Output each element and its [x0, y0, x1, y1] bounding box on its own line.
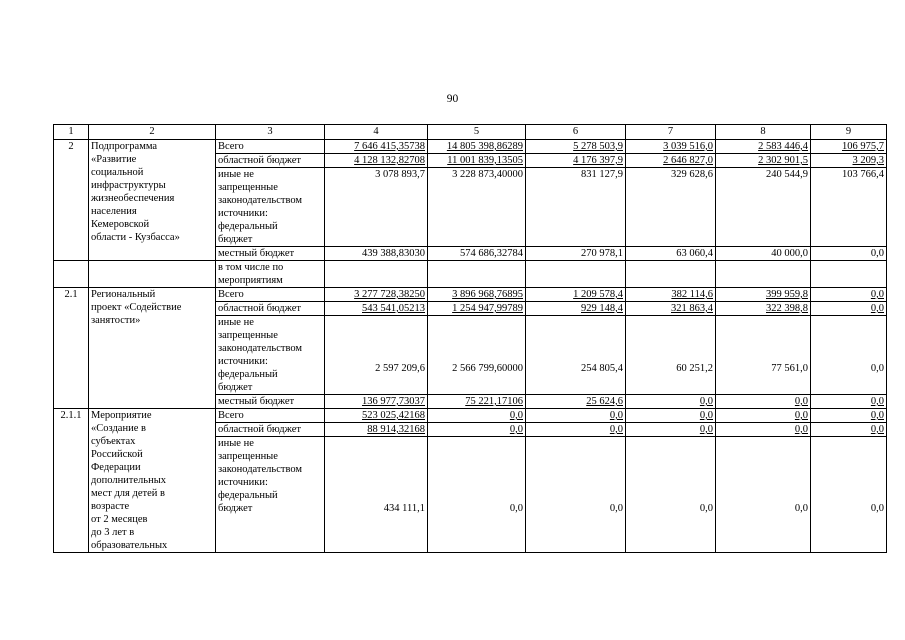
value-cell: 103 766,4	[811, 168, 887, 247]
source-label	[216, 437, 325, 553]
value-cell: 240 544,9	[716, 168, 811, 247]
value-cell: 1 209 578,4	[526, 288, 626, 302]
row-number: 2.1.1	[54, 409, 89, 553]
value-cell: 0,0	[428, 423, 526, 437]
name-line: Кемеровской	[91, 219, 150, 230]
source-label	[216, 168, 325, 247]
label-line: законодательством	[218, 195, 303, 206]
table-row	[54, 288, 887, 302]
name-line: Подпрограмма	[91, 141, 158, 152]
name-line: возрасте	[91, 501, 130, 512]
value-cell: 2 302 901,5	[716, 154, 811, 168]
value-cell: 0,0	[811, 423, 887, 437]
section-note: в том числе по мероприятиям	[216, 261, 325, 288]
row-number: 2	[54, 140, 89, 261]
value-cell: 3 277 728,38250	[325, 288, 428, 302]
label-line: иные не	[218, 438, 254, 449]
value-cell: 0,0	[716, 437, 811, 553]
source-label: местный бюджет	[216, 247, 325, 261]
column-header: 9	[811, 125, 887, 140]
name-line: занятости»	[91, 315, 141, 326]
value-cell: 0,0	[716, 395, 811, 409]
label-line: федеральный	[218, 221, 278, 232]
value-cell: 40 000,0	[716, 247, 811, 261]
name-line: Региональный	[91, 289, 156, 300]
name-line: «Развитие	[91, 154, 137, 165]
column-header: 2	[89, 125, 216, 140]
label-line: источники:	[218, 477, 268, 488]
label-line: источники:	[218, 356, 268, 367]
label-line: иные не	[218, 169, 254, 180]
source-label: Всего	[216, 140, 325, 154]
value-cell: 0,0	[811, 302, 887, 316]
label-line: законодательством	[218, 343, 303, 354]
value-cell: 11 001 839,13505	[428, 154, 526, 168]
name-line: социальной	[91, 167, 144, 178]
value-cell: 0,0	[811, 247, 887, 261]
value-cell: 0,0	[811, 288, 887, 302]
value-cell: 831 127,9	[526, 168, 626, 247]
value-cell: 399 959,8	[716, 288, 811, 302]
label-line: бюджет	[218, 503, 253, 514]
value-cell: 929 148,4	[526, 302, 626, 316]
value-cell: 0,0	[811, 316, 887, 395]
table-row	[54, 140, 887, 154]
name-line: субъектах	[91, 436, 136, 447]
value-cell: 3 039 516,0	[626, 140, 716, 154]
name-line: инфраструктуры	[91, 180, 166, 191]
value-cell: 321 863,4	[626, 302, 716, 316]
value-cell: 0,0	[428, 437, 526, 553]
value-cell: 254 805,4	[526, 316, 626, 395]
value-cell: 88 914,32168	[325, 423, 428, 437]
value-cell: 439 388,83030	[325, 247, 428, 261]
name-line: до 3 лет в	[91, 527, 135, 538]
name-line: Российской	[91, 449, 143, 460]
name-line: Мероприятие	[91, 410, 152, 421]
value-cell: 0,0	[626, 437, 716, 553]
label-line: запрещенные	[218, 330, 278, 341]
value-cell: 2 583 446,4	[716, 140, 811, 154]
value-cell: 7 646 415,35738	[325, 140, 428, 154]
value-cell: 3 228 873,40000	[428, 168, 526, 247]
name-line: жизнеобеспечения	[91, 193, 175, 204]
value-cell: 0,0	[811, 409, 887, 423]
value-cell: 0,0	[626, 409, 716, 423]
source-label: областной бюджет	[216, 423, 325, 437]
value-cell: 0,0	[626, 395, 716, 409]
table-row	[54, 261, 887, 288]
name-line: от 2 месяцев	[91, 514, 148, 525]
name-line: «Создание в	[91, 423, 146, 434]
value-cell: 75 221,17106	[428, 395, 526, 409]
value-cell: 322 398,8	[716, 302, 811, 316]
value-cell: 543 541,05213	[325, 302, 428, 316]
value-cell: 270 978,1	[526, 247, 626, 261]
program-name	[89, 288, 216, 409]
value-cell: 4 128 132,82708	[325, 154, 428, 168]
name-line: образовательных	[91, 540, 168, 551]
label-line: иные не	[218, 317, 254, 328]
value-cell: 3 209,3	[811, 154, 887, 168]
source-label: Всего	[216, 409, 325, 423]
column-header: 4	[325, 125, 428, 140]
value-cell: 2 566 799,60000	[428, 316, 526, 395]
label-line: бюджет	[218, 382, 253, 393]
label-line: бюджет	[218, 234, 253, 245]
value-cell: 0,0	[526, 409, 626, 423]
label-line: федеральный	[218, 369, 278, 380]
value-cell: 5 278 503,9	[526, 140, 626, 154]
value-cell: 60 251,2	[626, 316, 716, 395]
value-cell: 0,0	[811, 395, 887, 409]
source-label: местный бюджет	[216, 395, 325, 409]
program-name	[89, 409, 216, 553]
label-line: законодательством	[218, 464, 303, 475]
value-cell: 63 060,4	[626, 247, 716, 261]
value-cell: 329 628,6	[626, 168, 716, 247]
value-cell: 0,0	[716, 423, 811, 437]
label-line: запрещенные	[218, 451, 278, 462]
value-cell: 1 254 947,99789	[428, 302, 526, 316]
value-cell: 3 896 968,76895	[428, 288, 526, 302]
name-line: мест для детей в	[91, 488, 165, 499]
value-cell: 25 624,6	[526, 395, 626, 409]
row-number: 2.1	[54, 288, 89, 409]
value-cell: 2 597 209,6	[325, 316, 428, 395]
value-cell: 0,0	[716, 409, 811, 423]
value-cell: 434 111,1	[325, 437, 428, 553]
value-cell: 4 176 397,9	[526, 154, 626, 168]
name-line: населения	[91, 206, 137, 217]
program-name	[89, 140, 216, 261]
value-cell: 382 114,6	[626, 288, 716, 302]
table-row	[54, 409, 887, 423]
value-cell: 3 078 893,7	[325, 168, 428, 247]
value-cell: 0,0	[526, 437, 626, 553]
column-header: 3	[216, 125, 325, 140]
value-cell: 0,0	[811, 437, 887, 553]
value-cell: 136 977,73037	[325, 395, 428, 409]
value-cell: 106 975,7	[811, 140, 887, 154]
column-header: 8	[716, 125, 811, 140]
source-label: областной бюджет	[216, 154, 325, 168]
column-header: 5	[428, 125, 526, 140]
source-label: Всего	[216, 288, 325, 302]
value-cell: 14 805 398,86289	[428, 140, 526, 154]
value-cell: 574 686,32784	[428, 247, 526, 261]
name-line: дополнительных	[91, 475, 167, 486]
header-row	[54, 125, 887, 140]
label-line: запрещенные	[218, 182, 278, 193]
value-cell: 0,0	[526, 423, 626, 437]
value-cell: 0,0	[428, 409, 526, 423]
name-line: проект «Содействие	[91, 302, 182, 313]
column-header: 7	[626, 125, 716, 140]
value-cell: 0,0	[626, 423, 716, 437]
name-line: области - Кузбасса»	[91, 232, 180, 243]
name-line: Федерации	[91, 462, 141, 473]
budget-table	[53, 124, 887, 553]
value-cell: 523 025,42168	[325, 409, 428, 423]
column-header: 1	[54, 125, 89, 140]
value-cell: 77 561,0	[716, 316, 811, 395]
label-line: источники:	[218, 208, 268, 219]
source-label: областной бюджет	[216, 302, 325, 316]
column-header: 6	[526, 125, 626, 140]
source-label	[216, 316, 325, 395]
value-cell: 2 646 827,0	[626, 154, 716, 168]
label-line: федеральный	[218, 490, 278, 501]
page-number: 90	[446, 93, 459, 105]
